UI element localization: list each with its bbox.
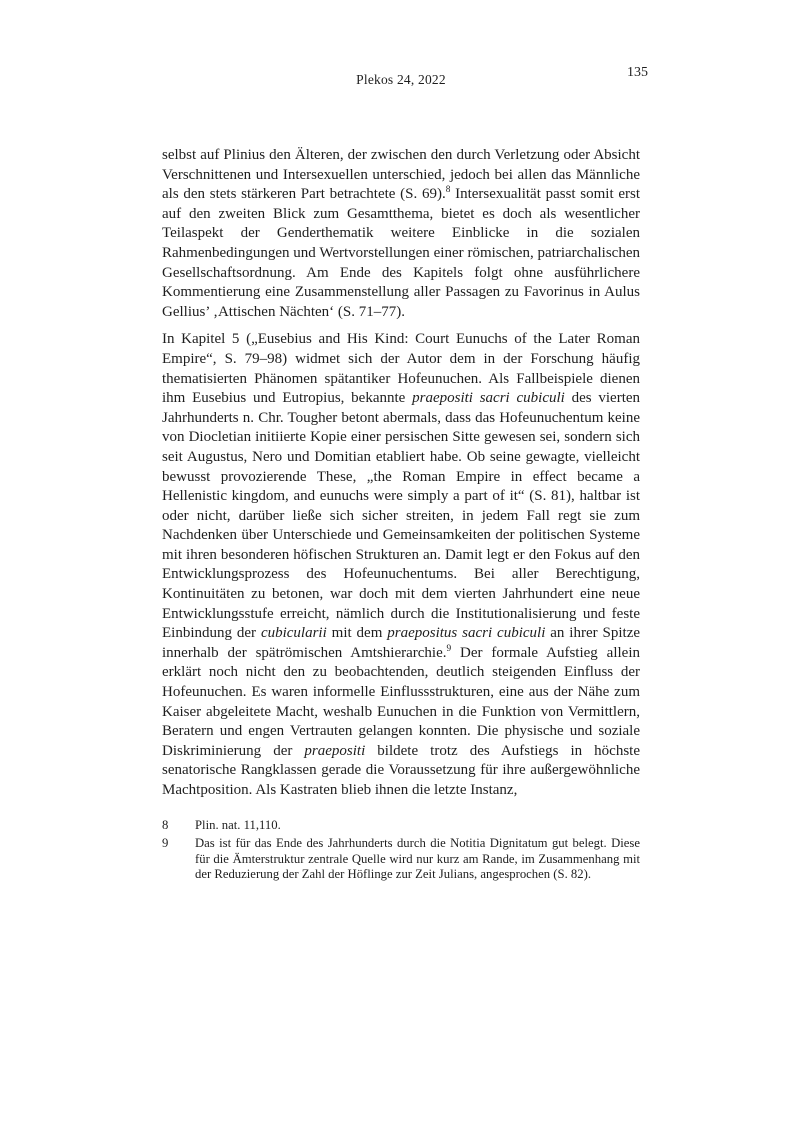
text-run: Der formale Aufstieg allein erklärt noch nicht den zu beobachtenden, deutlich steigenden Einfluss der Hofeunuchen. Es waren informelle Einflussstrukturen, eine aus der Nähe zum Kaiser abgeleitete Macht, weshalb Eunuchen in die Funktion von Vermittlern, Beratern und engen Vertrauten gelangen konnten. Die physische und soziale Diskriminierung der: [162, 644, 640, 759]
footnote-text: [195, 836, 640, 883]
text-run: selbst auf Plinius den Älteren, der zwischen den durch Verletzung oder Absicht Verschnittenen und Intersexuellen unterschied, jedoch bei allen das Männliche als den stets stärkeren Part betrachtete (S. 69).: [162, 147, 640, 203]
italic-term: cubicularii: [260, 625, 327, 642]
page-number: 135: [627, 65, 648, 80]
journal-running-title: Plekos 24, 2022: [356, 72, 446, 87]
italic-term: praepositi: [304, 742, 366, 759]
text-run: an ihrer Spitze innerhalb der spätrömischen Amtshierarchie.: [162, 625, 641, 661]
footnote-marker: 9: [446, 643, 452, 654]
text-run: des vierten Jahrhunderts n. Chr. Tougher betont abermals, dass das Hofeunuchentum keine von Diocletian initiierte Kopie einer persischen Sitte gewesen sei, sondern sich seit Augustus, Nero und Domitian etabliert habe. Ob seine gewagte, vielleicht bewusst provozierende These, „the Roman Empire in effect became a Hellenistic kingdom, and eunuchs were simply a part of it“ (S. 81), haltbar ist oder nicht, darüber ließe sich sicher streiten, in jedem Fall regt sie zum Nachdenken über Unterschiede und Gemeinsamkeiten der politischen Systeme mit ihren besonderen höfischen Strukturen an. Damit legt er den Fokus auf den Entwicklungsprozess des Hofeunuchentums. Bei aller Berechtigung, Kontinuitäten zu betonen, war doch mit dem vierten Jahrhundert eine neue Entwicklungsstufe erreicht, nämlich durch die Institutionalisierung und feste Einbindung der: [162, 390, 641, 642]
text-run: Intersexualität passt somit erst auf den zweiten Blick zum Gesamtthema, bietet es doch als wesentlicher Teilaspekt der Genderthematik weitere Einblicke in die sozialen Rahmenbedingungen und Wertvorstellungen einer römischen, patriarchalischen Gesellschaftsordnung. Am Ende des Kapitels folgt ohne ausführlichere Kommentierung eine Zusammenstellung aller Passagen zu Favorinus in Aulus Gellius’ ‚Attischen Nächten‘ (S. 71–77).: [162, 186, 640, 320]
text-run: Das ist für das Ende des Jahrhunderts durch die Notitia Dignitatum gut belegt. Diese für die Ämterstruktur zentrale Quelle wird nur kurz am Rande, im Zusammenhang mit der Reduzierung der Zahl der Höflinge zur Zeit Julians, angesprochen (S. 82).: [195, 836, 640, 882]
footnotes: [162, 818, 640, 883]
footnote: [162, 836, 640, 883]
text-run: mit dem: [326, 625, 388, 642]
article-body: [162, 146, 640, 801]
text-run: In Kapitel 5 („Eusebius and His Kind: Court Eunuchs of the Later Roman Empire“, S. 79–98) widmet sich der Autor dem in der Forschung häufig thematisierten Phänomen spätantiker Hofeunuchen. Als Fallbeispiele dienen ihm Eusebius und Eutropius, bekannte: [162, 331, 640, 407]
text-run: Plin. nat. 11,110.: [195, 817, 281, 832]
paragraph: [162, 330, 640, 800]
footnote: [162, 818, 640, 834]
italic-term: praepositus sacri cubiculi: [387, 625, 546, 642]
italic-term: praepositi sacri cubiculi: [412, 390, 565, 407]
footnote-marker: 8: [445, 185, 451, 196]
page-header: [162, 65, 648, 88]
footnote-number: 8: [162, 817, 169, 832]
paragraph: [162, 146, 640, 322]
footnote-number: 9: [162, 836, 169, 851]
page-content: [162, 146, 640, 883]
footnote-text: [195, 818, 640, 834]
text-run: bildete trotz des Aufstiegs in höchste senatorische Rangklassen gerade die Voraussetzung für ihre außergewöhnliche Machtposition. Als Kastraten blieb ihnen die letzte Instanz,: [162, 742, 640, 798]
